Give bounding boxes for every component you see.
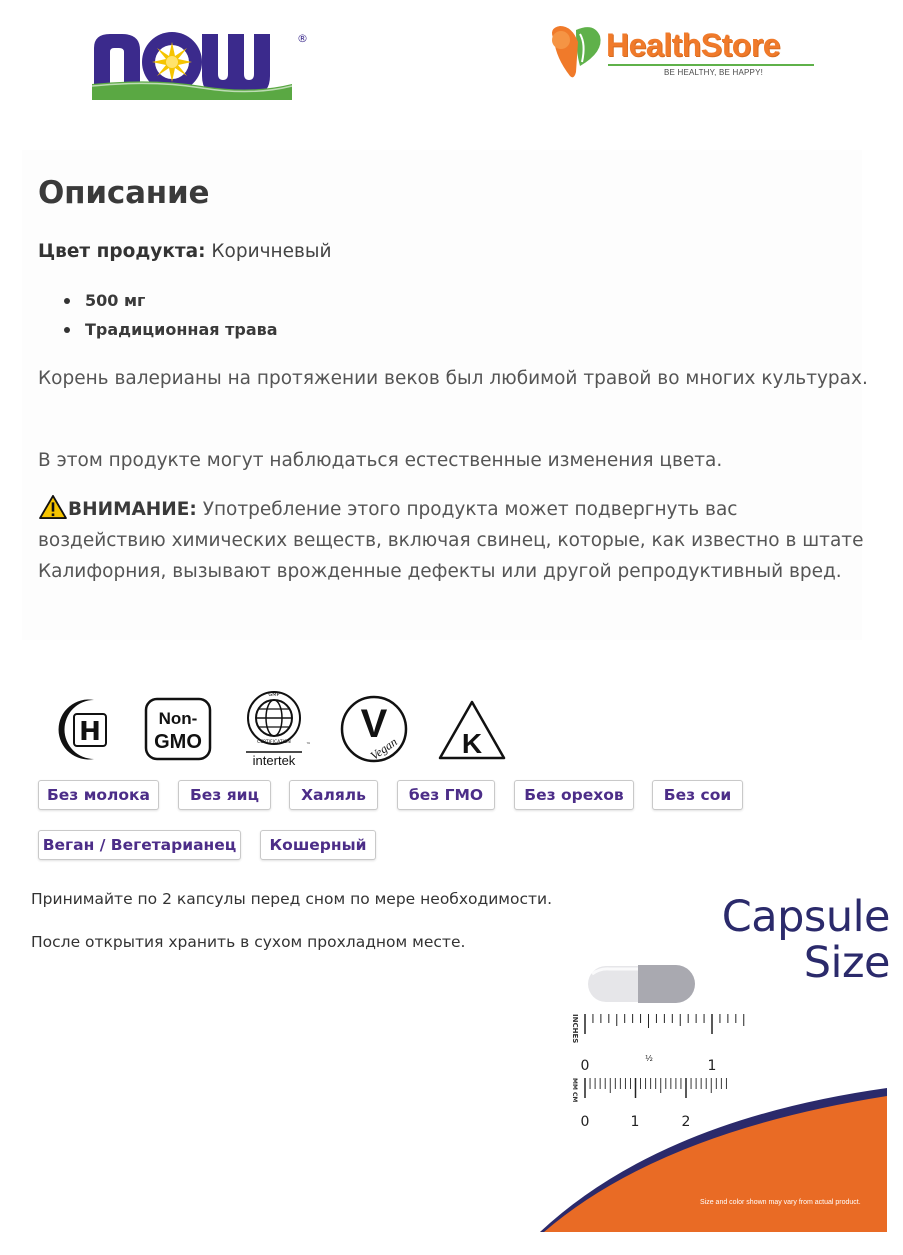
tag-halal[interactable]: Халяль	[289, 780, 378, 810]
inch-tick-label: 1	[707, 1058, 717, 1074]
tag-dairy-free[interactable]: Без молока	[38, 780, 159, 810]
cm-tick-label: 0	[580, 1114, 590, 1130]
warning-text: Употребление этого продукта может подвергнуть вас воздействию химических веществ, включая свинец, которые, как известно в штате Калифорния, вызывают врожденные дефекты или другой репродуктивный вред.	[38, 499, 864, 582]
halal-icon	[50, 692, 112, 767]
metric-ruler	[585, 1078, 726, 1098]
vegan-word: Vegan	[367, 734, 400, 763]
non-gmo-line2: GMO	[154, 731, 202, 753]
capsule-title-line1: Capsule	[721, 892, 890, 942]
capsule-size-graphic	[540, 870, 890, 1235]
kosher-letter: K	[461, 728, 483, 759]
vegan-icon	[338, 692, 410, 767]
product-color-value: Коричневый	[211, 241, 332, 262]
intertek-name: intertek	[252, 753, 296, 768]
list-item: 500 мг	[38, 286, 278, 315]
tag-kosher[interactable]: Кошерный	[260, 830, 376, 860]
feature-list	[38, 286, 278, 344]
prop65-warning	[38, 494, 868, 587]
cm-tick-label: 2	[681, 1114, 691, 1130]
color-variation-note: В этом продукте могут наблюдаться естественные изменения цвета.	[38, 450, 723, 471]
tag-soy-free[interactable]: Без сои	[652, 780, 743, 810]
healthstore-logo	[546, 22, 822, 84]
tag-non-gmo[interactable]: без ГМО	[397, 780, 495, 810]
capsule-size-title	[722, 894, 890, 986]
description-heading: Описание	[38, 175, 210, 211]
warning-label: ВНИМАНИЕ:	[68, 499, 197, 520]
product-color-line	[38, 241, 332, 262]
product-color-label: Цвет продукта:	[38, 241, 206, 262]
non-gmo-icon	[144, 692, 212, 767]
storage-instructions: После открытия хранить в сухом прохладном месте.	[31, 933, 466, 951]
vegan-letter: V	[360, 702, 388, 746]
list-item: Традиционная трава	[38, 315, 278, 344]
inches-label: INCHES	[571, 1014, 579, 1044]
inch-ruler	[585, 1014, 744, 1034]
halal-letter: H	[79, 717, 101, 747]
capsule-icon	[588, 965, 695, 1003]
capsule-title-line2: Size	[803, 938, 890, 988]
leaf-capsule-icon	[546, 22, 606, 82]
inch-tick-label: 0	[580, 1058, 590, 1074]
tag-nut-free[interactable]: Без орехов	[514, 780, 634, 810]
non-gmo-line1: Non-	[158, 709, 198, 728]
now-foods-logo	[92, 26, 314, 100]
dosage-instructions: Принимайте по 2 капсулы перед сном по мере необходимости.	[31, 890, 553, 908]
inch-tick-label: ½	[645, 1054, 653, 1063]
kosher-icon	[436, 692, 508, 767]
intertek-gmp: GMP	[268, 692, 280, 698]
tag-egg-free[interactable]: Без яиц	[178, 780, 271, 810]
intertek-certification: CERTIFICATION	[257, 740, 291, 745]
metric-label: MM CM	[571, 1078, 578, 1103]
tag-vegan-vegetarian[interactable]: Веган / Вегетарианец	[38, 830, 241, 860]
intertek-gmp-icon	[244, 688, 314, 770]
cm-tick-label: 1	[630, 1114, 640, 1130]
store-tagline: BE HEALTHY, BE HAPPY!	[664, 68, 764, 77]
svg-text:™: ™	[306, 742, 311, 748]
orange-swoosh	[540, 1092, 887, 1232]
svg-text:®: ®	[297, 32, 308, 45]
description-paragraph: Корень валерианы на протяжении веков был любимой травой во многих культурах.	[38, 368, 868, 389]
size-disclaimer: Size and color shown may vary from actual product.	[700, 1199, 861, 1206]
store-name: HealthStore	[606, 27, 781, 63]
store-underline	[608, 64, 814, 66]
warning-icon	[38, 495, 68, 519]
